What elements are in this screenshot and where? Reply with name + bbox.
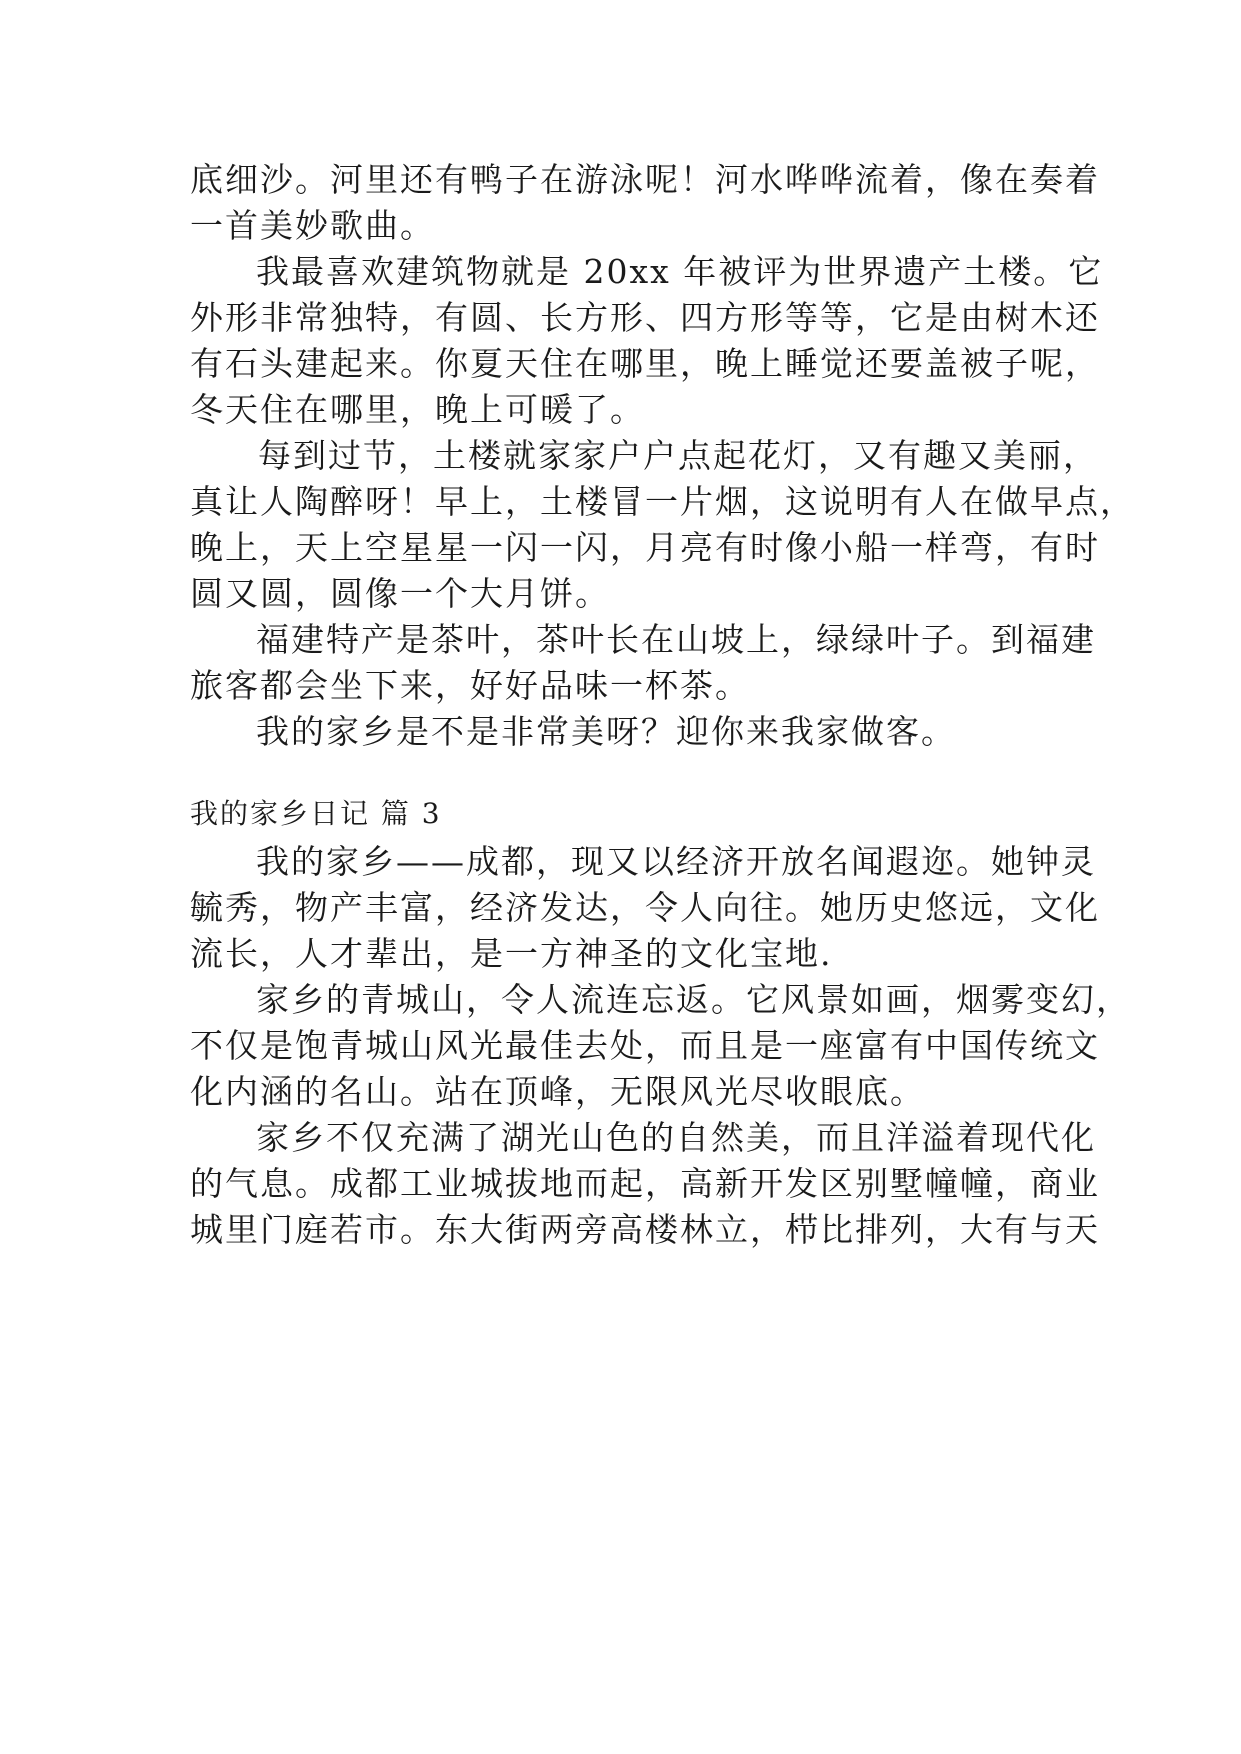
- paragraph-line: 底细沙。河里还有鸭子在游泳呢！河水哗哗流着，像在奏着: [190, 160, 1100, 199]
- paragraph-line: 流长，人才辈出，是一方神圣的文化宝地.: [190, 934, 833, 973]
- paragraph-line: 我的家乡——成都，现又以经济开放名闻遐迩。她钟灵: [256, 842, 1096, 881]
- paragraph-line: 圆又圆，圆像一个大月饼。: [190, 574, 610, 613]
- paragraph-line: 化内涵的名山。站在顶峰，无限风光尽收眼底。: [190, 1072, 925, 1111]
- paragraph-line: 冬天住在哪里，晚上可暖了。: [190, 390, 645, 429]
- paragraph-line: 真让人陶醉呀！早上，土楼冒一片烟，这说明有人在做早点，: [190, 482, 1135, 521]
- paragraph-line: 每到过节，土楼就家家户户点起花灯，又有趣又美丽，: [258, 436, 1098, 475]
- paragraph-line: 晚上，天上空星星一闪一闪，月亮有时像小船一样弯，有时: [190, 528, 1100, 567]
- paragraph-line: 福建特产是茶叶，茶叶长在山坡上，绿绿叶子。到福建: [256, 620, 1096, 659]
- paragraph-line: 有石头建起来。你夏天住在哪里，晚上睡觉还要盖被子呢，: [190, 344, 1100, 383]
- paragraph-line: 毓秀，物产丰富，经济发达，令人向往。她历史悠远，文化: [190, 888, 1100, 927]
- paragraph-line: 一首美妙歌曲。: [190, 206, 435, 245]
- paragraph-line: 外形非常独特，有圆、长方形、四方形等等，它是由树木还: [190, 298, 1100, 337]
- paragraph-line: 旅客都会坐下来，好好品味一杯茶。: [190, 666, 750, 705]
- paragraph-line: 的气息。成都工业城拔地而起，高新开发区别墅幢幢，商业: [190, 1164, 1100, 1203]
- paragraph-line: 我最喜欢建筑物就是 20xx 年被评为世界遗产土楼。它: [256, 252, 1104, 291]
- section-title: 我的家乡日记 篇 3: [190, 797, 442, 830]
- paragraph-line: 家乡的青城山，令人流连忘返。它风景如画，烟雾变幻，: [256, 980, 1131, 1019]
- paragraph-line: 不仅是饱青城山风光最佳去处，而且是一座富有中国传统文: [190, 1026, 1100, 1065]
- paragraph-line: 家乡不仅充满了湖光山色的自然美，而且洋溢着现代化: [256, 1118, 1096, 1157]
- paragraph-line: 城里门庭若市。东大街两旁高楼林立，栉比排列，大有与天: [190, 1210, 1100, 1249]
- paragraph-line: 我的家乡是不是非常美呀？迎你来我家做客。: [256, 712, 956, 751]
